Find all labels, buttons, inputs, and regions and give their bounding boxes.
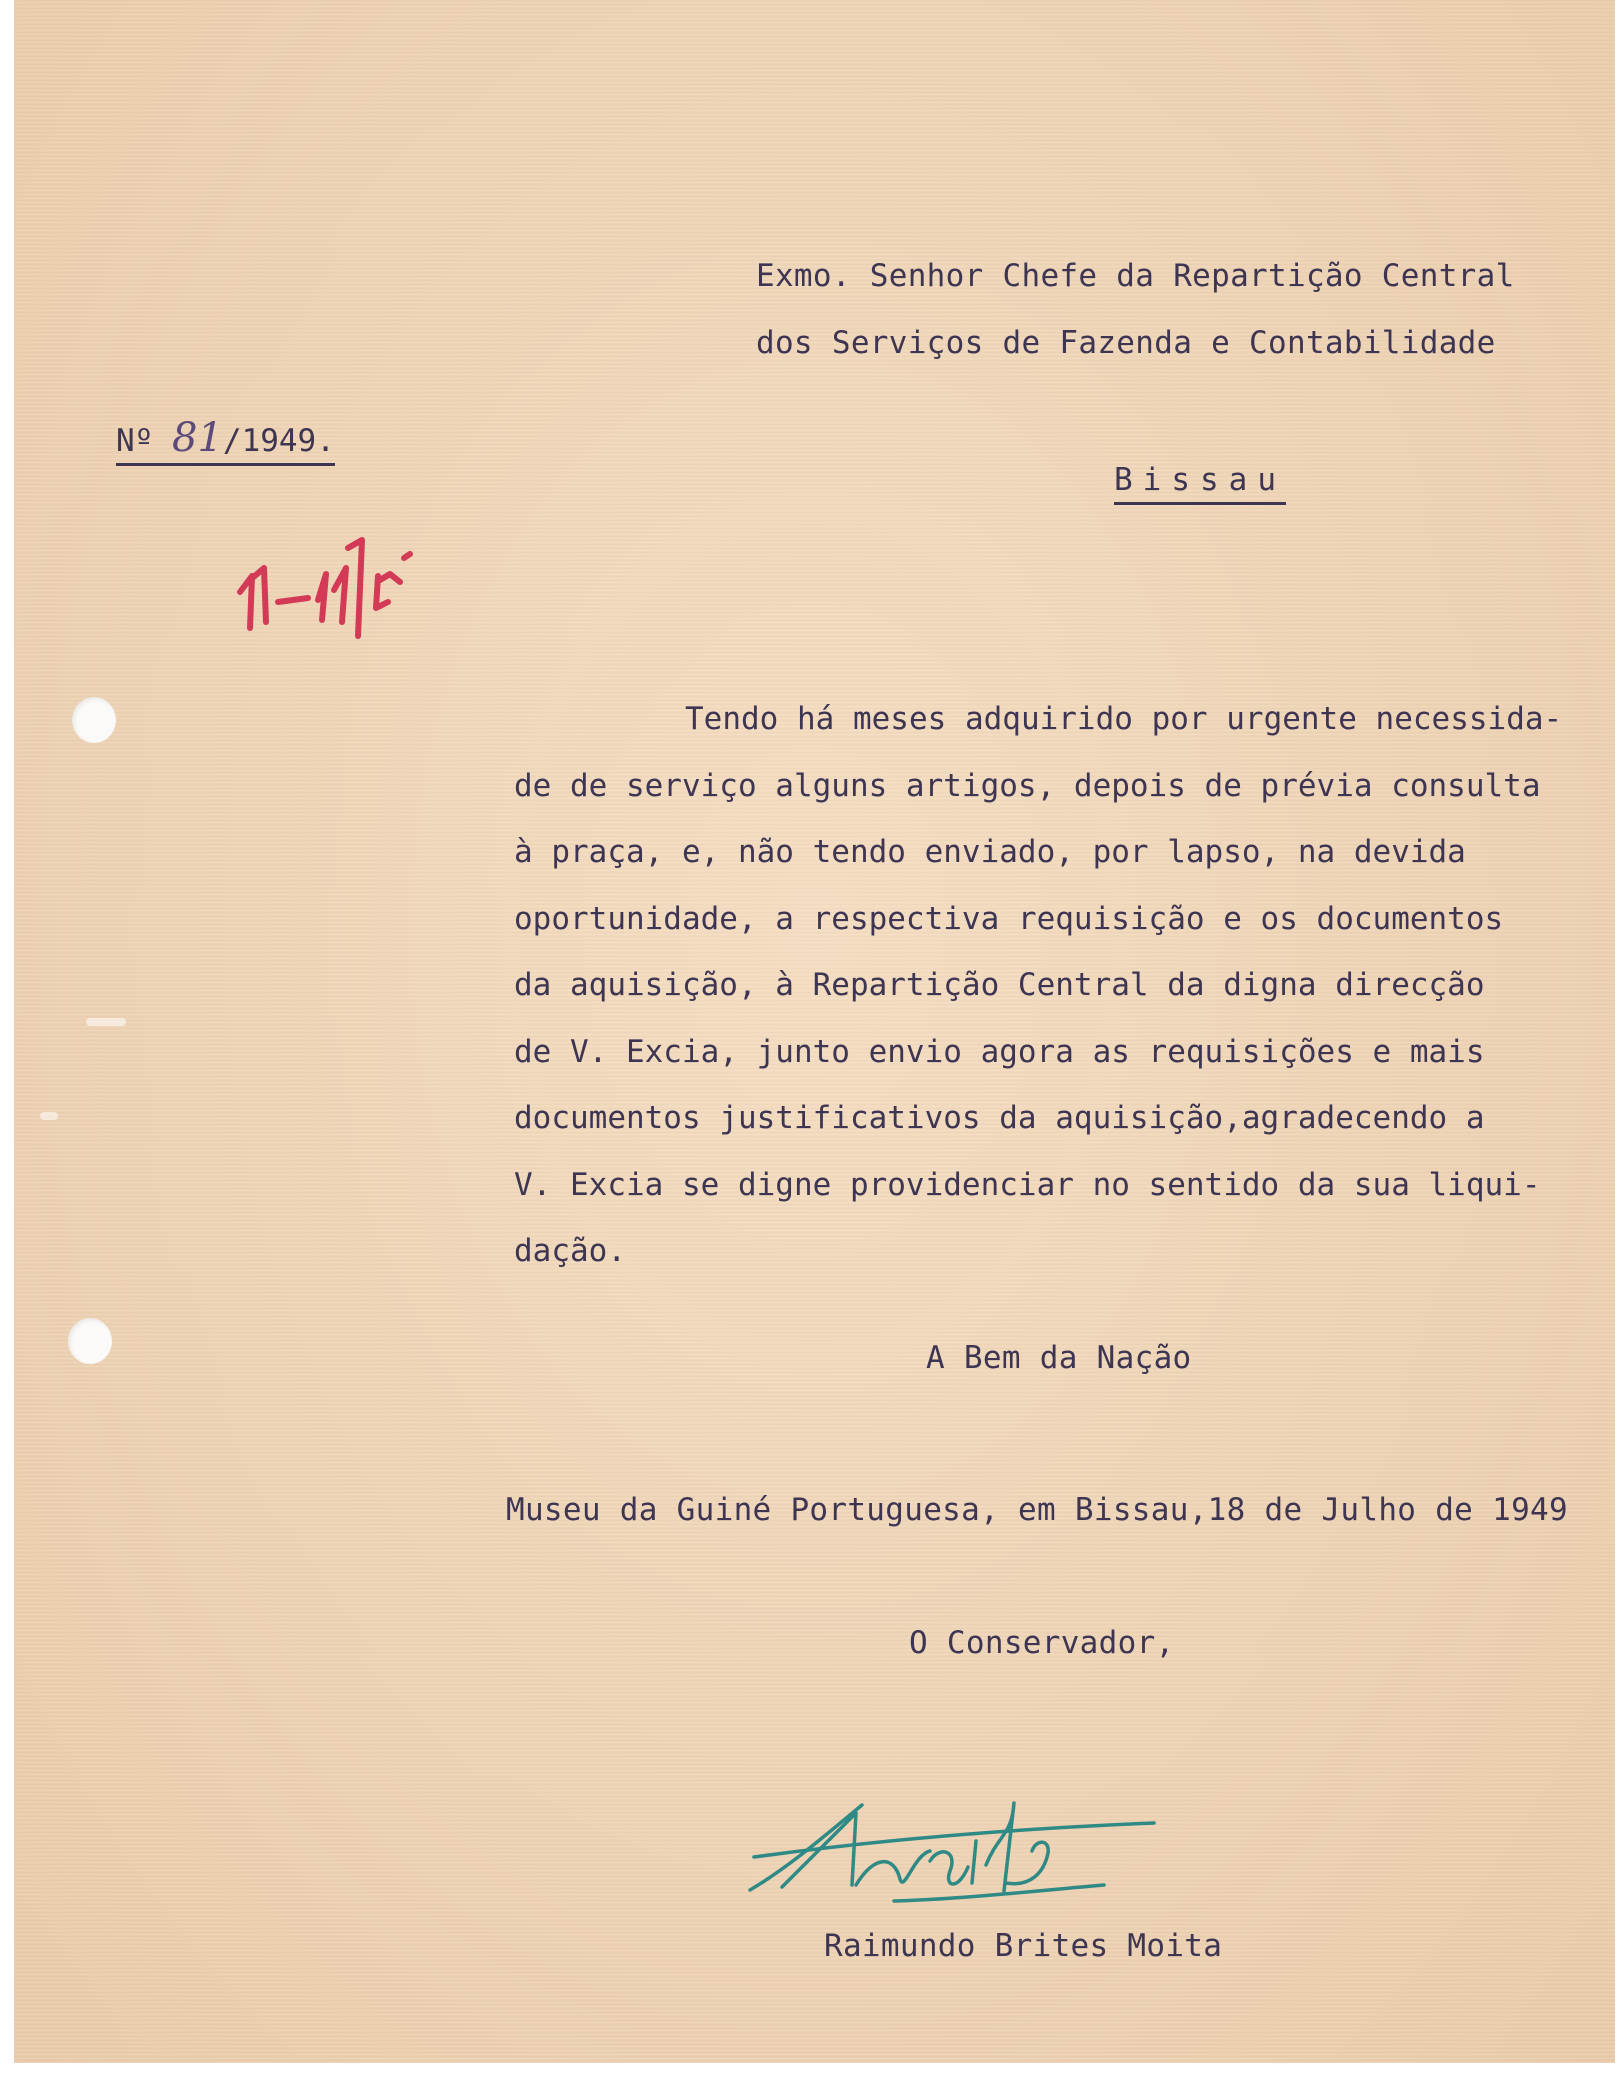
addressee-line-2: dos Serviços de Fazenda e Contabilidade [756, 325, 1496, 361]
closing-salutation: A Bem da Nação [926, 1340, 1192, 1376]
body-line: V. Excia se digne providenciar no sentido da sua liqui- [514, 1166, 1541, 1203]
handwritten-signature [744, 1795, 1164, 1910]
signer-role: O Conservador, [909, 1625, 1175, 1661]
body-line: de V. Excia, junto envio agora as requisições e mais [514, 1033, 1485, 1070]
red-pencil-date-mark [230, 510, 490, 650]
body-line: da aquisição, à Repartição Central da digna direcção [514, 967, 1485, 1003]
punch-hole [72, 697, 116, 743]
reference-number [116, 415, 335, 466]
place-and-date: Museu da Guiné Portuguesa, em Bissau,18 de Julho de 1949 [506, 1492, 1568, 1528]
reference-handwritten-number: 81 [172, 415, 223, 461]
signer-name: Raimundo Brites Moita [824, 1928, 1223, 1964]
addressee-city: Bissau [1114, 462, 1286, 505]
reference-prefix: Nº [116, 423, 154, 459]
reference-year: /1949. [222, 423, 335, 459]
paper-scuff [40, 1112, 58, 1120]
body-line: de de serviço alguns artigos, depois de prévia consulta [514, 767, 1541, 804]
body-line: oportunidade, a respectiva requisição e os documentos [514, 900, 1504, 937]
letter-sheet [14, 0, 1615, 2063]
punch-hole [68, 1318, 112, 1364]
body-line: dação. [514, 1233, 626, 1269]
letter-body [514, 686, 1621, 1285]
addressee-line-1: Exmo. Senhor Chefe da Repartição Central [756, 258, 1515, 294]
body-line: Tendo há meses adquirido por urgente necessida- [685, 701, 1563, 737]
paper-scuff [86, 1018, 126, 1026]
body-line: documentos justificativos da aquisição,agradecendo a [514, 1100, 1485, 1136]
body-line: à praça, e, não tendo enviado, por lapso, na devida [514, 834, 1466, 870]
